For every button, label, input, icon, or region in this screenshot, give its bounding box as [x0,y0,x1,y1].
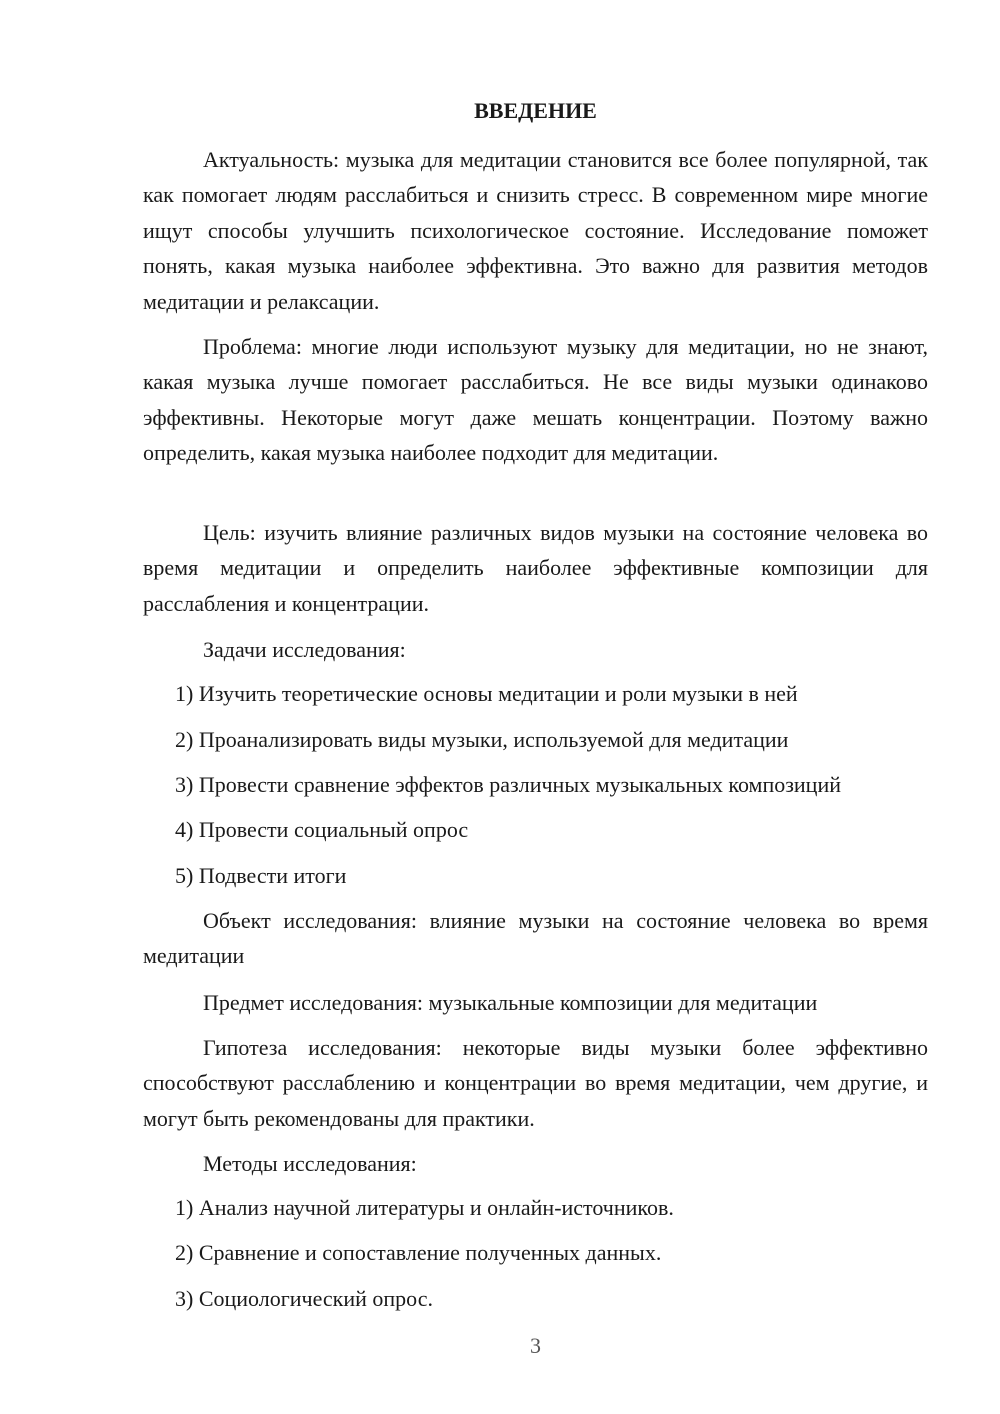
method-item-1: 1) Анализ научной литературы и онлайн-источников. [175,1195,674,1220]
relevance-paragraph: Актуальность: музыка для медитации становится все более популярной, так как помогает людям расслабиться и снизить стресс. В современном мире многие ищут способы улучшить психологическое состояние. Исследование поможет понять, какая музыка наиболее эффективна. Это важно для развития методов медитации и релаксации. [143,147,928,314]
task-item-3: 3) Провести сравнение эффектов различных музыкальных композиций [175,772,842,797]
method-item-3: 3) Социологический опрос. [175,1286,433,1311]
tasks-heading: Задачи исследования: [203,637,406,662]
method-item-2: 2) Сравнение и сопоставление полученных данных. [175,1240,662,1265]
task-item-2: 2) Проанализировать виды музыки, используемой для медитации [175,727,789,752]
task-item-1: 1) Изучить теоретические основы медитации и роли музыки в ней [175,681,798,706]
task-item-5: 5) Подвести итоги [175,863,347,888]
goal-paragraph: Цель: изучить влияние различных видов музыки на состояние человека во время медитации и определить наиболее эффективные композиции для расслабления и концентрации. [143,520,928,616]
hypothesis-paragraph: Гипотеза исследования: некоторые виды музыки более эффективно способствуют расслаблению и концентрации во время медитации, чем другие, и могут быть рекомендованы для практики. [143,1035,928,1131]
document-page [143,0,928,1414]
subject-paragraph: Предмет исследования: музыкальные композиции для медитации [203,990,818,1015]
task-item-4: 4) Провести социальный опрос [175,817,469,842]
page-number: 3 [530,1333,541,1358]
object-paragraph: Объект исследования: влияние музыки на состояние человека во время медитации [143,908,928,969]
methods-heading: Методы исследования: [203,1151,417,1176]
page-title: ВВЕДЕНИЕ [474,98,597,123]
problem-paragraph: Проблема: многие люди используют музыку для медитации, но не знают, какая музыка лучше помогает расслабиться. Не все виды музыки одинаково эффективны. Некоторые могут даже мешать концентрации. Поэтому важно определить, какая музыка наиболее подходит для медитации. [143,334,928,466]
